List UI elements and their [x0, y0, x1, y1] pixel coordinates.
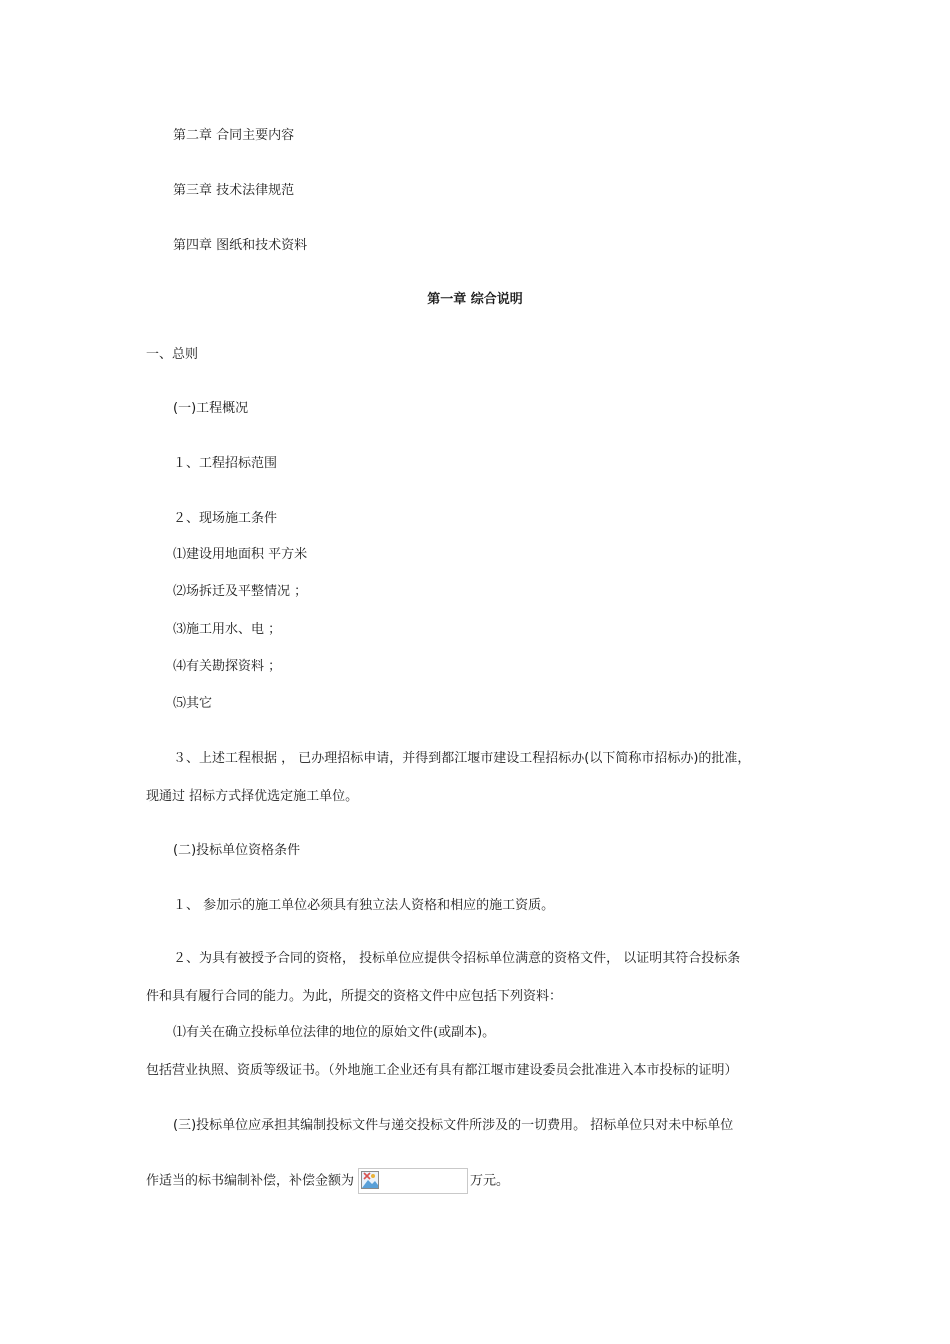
cost-paragraph-line1: (三)投标单位应承担其编制投标文件与递交投标文件所涉及的一切费用。 招标单位只对未中标单位: [173, 1118, 734, 1133]
condition-land-area: ⑴建设用地面积 平方米: [173, 547, 308, 562]
toc-item-chapter-3: 第三章 技术法律规范: [173, 183, 295, 198]
section-general-heading: 一、总则: [146, 347, 199, 362]
qualification-sub-1: ⑴有关在确立投标单位法律的地位的原始文件(或副本)。: [173, 1025, 496, 1040]
qualification-item-2-line1: ２、为具有被授予合同的资格， 投标单位应提供令招标单位满意的资格文件， 以证明其符合投标条: [173, 951, 741, 966]
chapter-title: 第一章 综合说明: [427, 292, 523, 307]
site-conditions-item: ２、现场施工条件: [173, 511, 278, 526]
toc-item-chapter-2: 第二章 合同主要内容: [173, 128, 295, 143]
qualification-heading: (二)投标单位资格条件: [173, 843, 301, 858]
qualification-sub-1-detail: 包括营业执照、资质等级证书。（外地施工企业还有具有都江堰市建设委员会批准进入本市投标的证明）: [146, 1063, 738, 1078]
condition-survey-data: ⑷有关勘探资料 ；: [173, 659, 282, 674]
condition-water-power: ⑶施工用水、电 ；: [173, 622, 282, 637]
compensation-text-after: 万元。: [470, 1173, 510, 1189]
approval-paragraph-line2: 现通过 招标方式择优选定施工单位。: [146, 789, 359, 804]
qualification-item-1: １、 参加示的施工单位必须具有独立法人资格和相应的施工资质。: [173, 898, 555, 913]
project-overview-heading: (一)工程概况: [173, 401, 249, 416]
condition-other: ⑸其它: [173, 696, 213, 711]
qualification-item-2-line2: 件和具有履行合同的能力。为此，所提交的资格文件中应包括下列资料：: [146, 989, 563, 1004]
toc-item-chapter-4: 第四章 图纸和技术资料: [173, 238, 308, 253]
condition-demolition: ⑵场拆迁及平整情况 ；: [173, 584, 308, 599]
bidding-scope-item: １、工程招标范围: [173, 456, 278, 471]
broken-image-icon: [358, 1168, 468, 1194]
approval-paragraph-line1: ３、上述工程根据 ， 已办理招标申请，并得到都江堰市建设工程招标办(以下简称市招标办)的批准，: [173, 751, 751, 766]
compensation-text-before: 作适当的标书编制补偿，补偿金额为: [146, 1173, 355, 1189]
cost-paragraph-line2: [146, 1168, 509, 1195]
